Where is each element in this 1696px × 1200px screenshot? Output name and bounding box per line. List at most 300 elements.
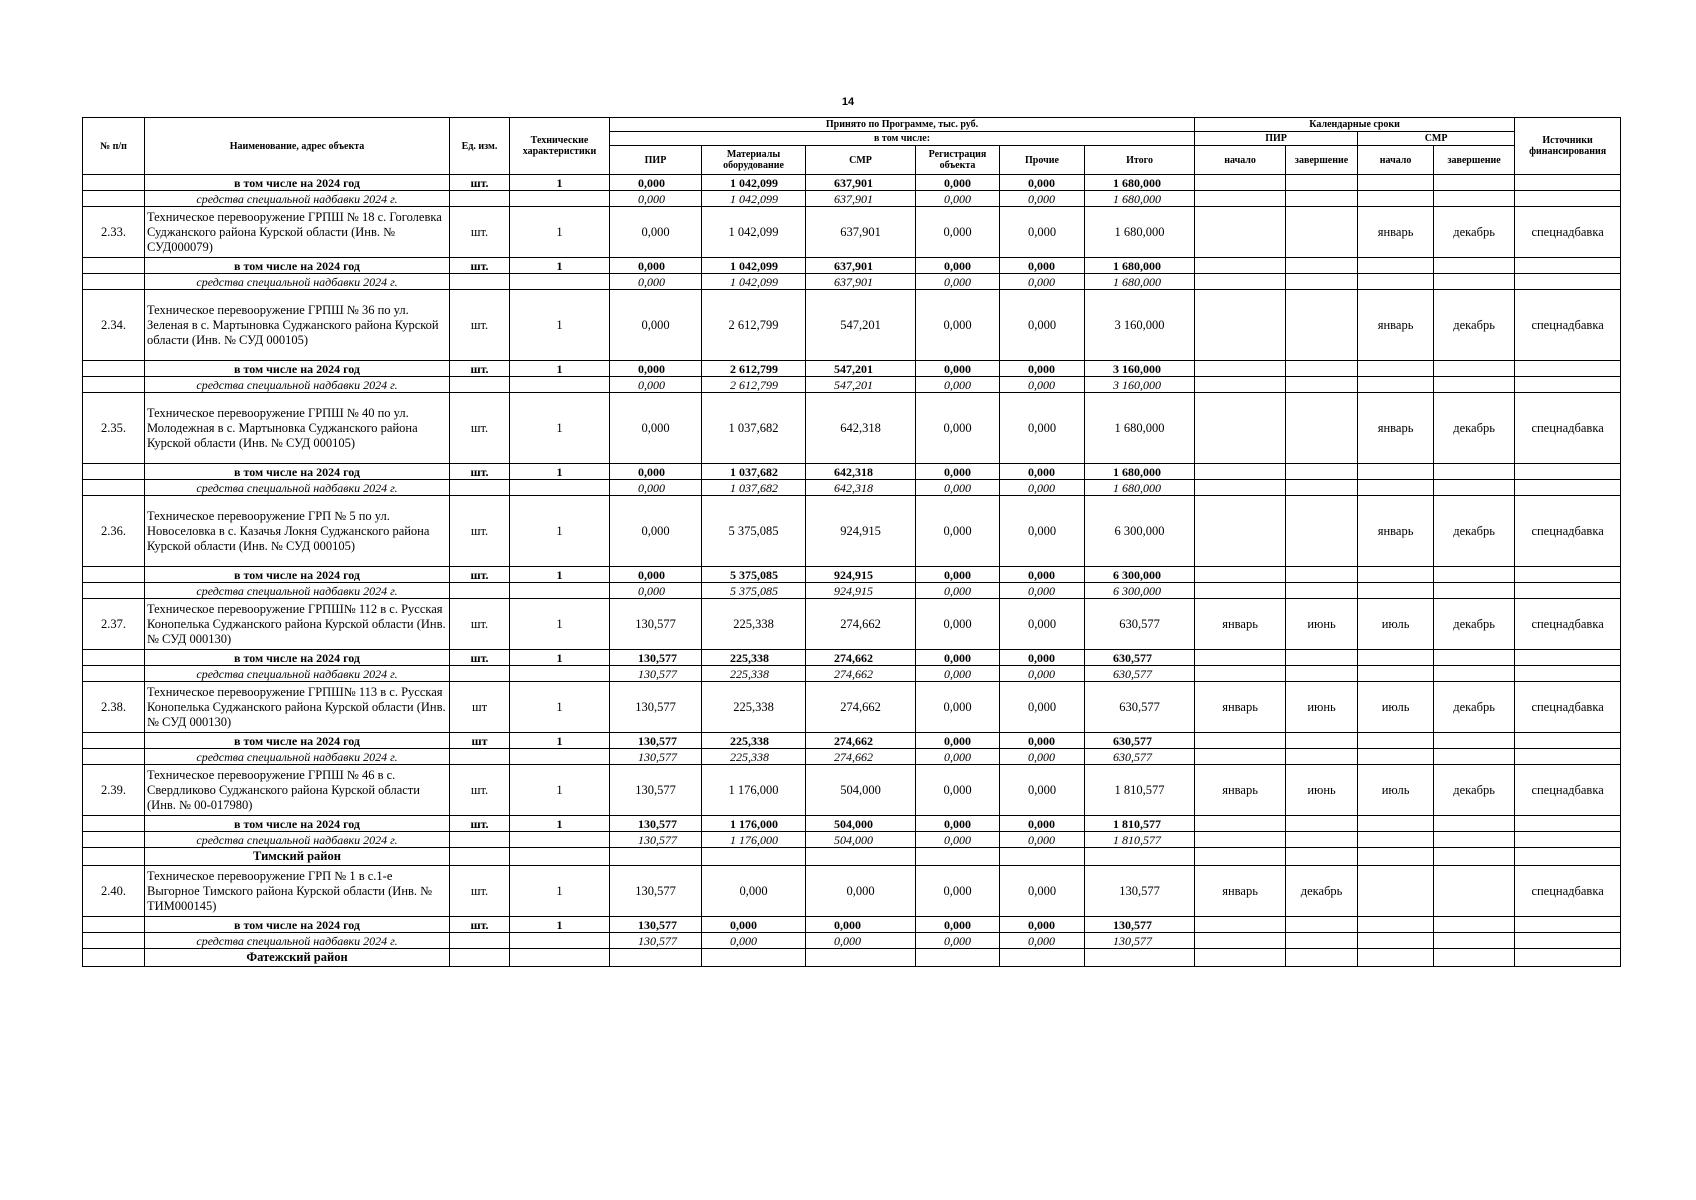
cell-total: [1085, 848, 1195, 866]
cell-total: 1 680,000: [1085, 464, 1195, 480]
header-tech: Технические характеристики: [510, 118, 610, 175]
cell-tech: 1: [510, 464, 610, 480]
cell-end-smr: декабрь: [1434, 496, 1515, 567]
cell-total: 1 680,000: [1085, 258, 1195, 274]
cell-start-smr: [1358, 666, 1434, 682]
cell-tech: [510, 749, 610, 765]
cell-num: [83, 377, 145, 393]
cell-other: 0,000: [1000, 650, 1085, 666]
header-accepted: Принято по Программе, тыс. руб.: [610, 118, 1195, 132]
cell-end-smr: [1434, 175, 1515, 191]
cell-unit: шт.: [450, 816, 510, 832]
cell-name: Техническое перевооружение ГРПШ№ 112 в с. Русская Конопелька Суджанского района Курской области (Инв. № СУД 000130): [145, 599, 450, 650]
cell-end-pir: [1286, 666, 1358, 682]
cell-end-pir: [1286, 258, 1358, 274]
cell-registration: 0,000: [916, 290, 1000, 361]
table-row: [83, 650, 1621, 666]
header-end-pir: завершение: [1286, 146, 1358, 175]
header-unit: Ед. изм.: [450, 118, 510, 175]
cell-unit: шт: [450, 733, 510, 749]
cell-start-smr: [1358, 832, 1434, 848]
header-registration: Регистрация объекта: [916, 146, 1000, 175]
cell-end-smr: [1434, 377, 1515, 393]
cell-start-smr: июль: [1358, 599, 1434, 650]
table-row: [83, 377, 1621, 393]
cell-end-pir: [1286, 650, 1358, 666]
table-row: [83, 191, 1621, 207]
cell-smr: 637,901: [806, 274, 916, 290]
cell-start-pir: [1195, 496, 1286, 567]
cell-tech: 1: [510, 650, 610, 666]
cell-pir: 130,577: [610, 933, 702, 949]
cell-source: [1515, 567, 1621, 583]
cell-source: [1515, 258, 1621, 274]
cell-materials: 1 042,099: [702, 175, 806, 191]
cell-name: Техническое перевооружение ГРПШ № 18 с. Гоголевка Суджанского района Курской области (Инв. № СУД000079): [145, 207, 450, 258]
cell-pir: 0,000: [610, 361, 702, 377]
cell-registration: 0,000: [916, 666, 1000, 682]
cell-pir: 130,577: [610, 816, 702, 832]
cell-pir: [610, 949, 702, 967]
cell-name: средства специальной надбавки 2024 г.: [145, 933, 450, 949]
cell-end-smr: [1434, 464, 1515, 480]
table-row: [83, 496, 1621, 567]
cell-registration: 0,000: [916, 274, 1000, 290]
cell-total: 630,577: [1085, 733, 1195, 749]
cell-name: Техническое перевооружение ГРПШ№ 113 в с. Русская Конопелька Суджанского района Курской области (Инв. № СУД 000130): [145, 682, 450, 733]
cell-end-smr: [1434, 480, 1515, 496]
cell-start-pir: [1195, 191, 1286, 207]
cell-start-pir: [1195, 832, 1286, 848]
cell-registration: 0,000: [916, 464, 1000, 480]
cell-start-pir: [1195, 207, 1286, 258]
cell-start-smr: [1358, 733, 1434, 749]
cell-registration: 0,000: [916, 496, 1000, 567]
table-row: [83, 207, 1621, 258]
cell-start-pir: [1195, 393, 1286, 464]
cell-other: 0,000: [1000, 583, 1085, 599]
cell-total: 1 810,577: [1085, 765, 1195, 816]
cell-start-smr: январь: [1358, 496, 1434, 567]
cell-smr: 637,901: [806, 258, 916, 274]
header-name: Наименование, адрес объекта: [145, 118, 450, 175]
header-start-smr: начало: [1358, 146, 1434, 175]
cell-source: [1515, 361, 1621, 377]
cell-end-pir: [1286, 361, 1358, 377]
cell-pir: 0,000: [610, 258, 702, 274]
cell-materials: 1 037,682: [702, 464, 806, 480]
cell-other: 0,000: [1000, 682, 1085, 733]
cell-materials: 225,338: [702, 666, 806, 682]
table-row: [83, 599, 1621, 650]
table-row: [83, 464, 1621, 480]
cell-registration: 0,000: [916, 650, 1000, 666]
cell-pir: 130,577: [610, 650, 702, 666]
cell-source: спецнадбавка: [1515, 207, 1621, 258]
cell-end-pir: [1286, 191, 1358, 207]
cell-end-pir: [1286, 567, 1358, 583]
cell-name: средства специальной надбавки 2024 г.: [145, 666, 450, 682]
cell-pir: 0,000: [610, 496, 702, 567]
cell-pir: 0,000: [610, 464, 702, 480]
cell-end-smr: [1434, 816, 1515, 832]
cell-name: в том числе на 2024 год: [145, 175, 450, 191]
cell-num: [83, 175, 145, 191]
cell-total: 3 160,000: [1085, 377, 1195, 393]
cell-start-pir: [1195, 949, 1286, 967]
cell-tech: 1: [510, 175, 610, 191]
cell-end-smr: [1434, 258, 1515, 274]
cell-start-pir: январь: [1195, 599, 1286, 650]
cell-materials: 2 612,799: [702, 361, 806, 377]
cell-source: спецнадбавка: [1515, 496, 1621, 567]
cell-unit: шт.: [450, 567, 510, 583]
cell-total: 1 810,577: [1085, 832, 1195, 848]
cell-name: средства специальной надбавки 2024 г.: [145, 377, 450, 393]
cell-other: 0,000: [1000, 666, 1085, 682]
cell-materials: 1 042,099: [702, 207, 806, 258]
cell-materials: 1 176,000: [702, 765, 806, 816]
cell-num: [83, 464, 145, 480]
cell-other: 0,000: [1000, 175, 1085, 191]
cell-total: 1 680,000: [1085, 480, 1195, 496]
cell-tech: [510, 583, 610, 599]
cell-total: 130,577: [1085, 917, 1195, 933]
cell-pir: 130,577: [610, 765, 702, 816]
cell-unit: [450, 583, 510, 599]
cell-total: 630,577: [1085, 599, 1195, 650]
cell-source: [1515, 816, 1621, 832]
cell-smr: 504,000: [806, 816, 916, 832]
cell-num: [83, 832, 145, 848]
cell-tech: 1: [510, 290, 610, 361]
cell-registration: [916, 848, 1000, 866]
cell-registration: 0,000: [916, 175, 1000, 191]
cell-source: [1515, 583, 1621, 599]
cell-start-smr: [1358, 191, 1434, 207]
cell-start-pir: [1195, 258, 1286, 274]
table-row: [83, 480, 1621, 496]
cell-tech: [510, 949, 610, 967]
cell-pir: 130,577: [610, 832, 702, 848]
header-calendar: Календарные сроки: [1195, 118, 1515, 132]
cell-unit: шт.: [450, 599, 510, 650]
cell-unit: шт.: [450, 917, 510, 933]
cell-pir: 0,000: [610, 393, 702, 464]
cell-end-pir: [1286, 496, 1358, 567]
cell-start-pir: январь: [1195, 765, 1286, 816]
cell-pir: 0,000: [610, 583, 702, 599]
cell-start-smr: июль: [1358, 682, 1434, 733]
cell-unit: шт.: [450, 207, 510, 258]
cell-registration: 0,000: [916, 207, 1000, 258]
cell-tech: [510, 480, 610, 496]
cell-end-smr: [1434, 848, 1515, 866]
cell-total: 1 680,000: [1085, 175, 1195, 191]
cell-smr: 274,662: [806, 749, 916, 765]
cell-name: в том числе на 2024 год: [145, 567, 450, 583]
cell-tech: 1: [510, 258, 610, 274]
cell-source: [1515, 832, 1621, 848]
cell-source: спецнадбавка: [1515, 866, 1621, 917]
cell-start-pir: [1195, 666, 1286, 682]
cell-end-smr: [1434, 666, 1515, 682]
cell-source: [1515, 848, 1621, 866]
cell-tech: [510, 191, 610, 207]
cell-name: в том числе на 2024 год: [145, 917, 450, 933]
cell-start-smr: [1358, 175, 1434, 191]
cell-num: 2.39.: [83, 765, 145, 816]
cell-end-smr: декабрь: [1434, 393, 1515, 464]
cell-other: [1000, 949, 1085, 967]
cell-smr: 547,201: [806, 290, 916, 361]
table-row: [83, 567, 1621, 583]
cell-smr: 0,000: [806, 933, 916, 949]
table-row: [83, 949, 1621, 967]
cell-start-smr: [1358, 464, 1434, 480]
cell-other: 0,000: [1000, 361, 1085, 377]
cell-num: [83, 949, 145, 967]
cell-start-pir: [1195, 933, 1286, 949]
cell-start-pir: [1195, 749, 1286, 765]
cell-unit: [450, 749, 510, 765]
cell-tech: 1: [510, 599, 610, 650]
page-number: 14: [841, 96, 855, 108]
cell-source: [1515, 933, 1621, 949]
cell-registration: 0,000: [916, 866, 1000, 917]
cell-total: 1 680,000: [1085, 191, 1195, 207]
cell-num: [83, 583, 145, 599]
cell-registration: [916, 949, 1000, 967]
cell-registration: 0,000: [916, 377, 1000, 393]
cell-end-smr: декабрь: [1434, 599, 1515, 650]
cell-tech: [510, 832, 610, 848]
table-row: [83, 393, 1621, 464]
cell-pir: 130,577: [610, 682, 702, 733]
cell-start-smr: январь: [1358, 207, 1434, 258]
table-row: [83, 765, 1621, 816]
cell-tech: 1: [510, 207, 610, 258]
cell-smr: 547,201: [806, 377, 916, 393]
cell-name: Техническое перевооружение ГРПШ № 46 в с. Свердликово Суджанского района Курской области (Инв. № 00-017980): [145, 765, 450, 816]
cell-end-smr: [1434, 733, 1515, 749]
cell-total: 1 680,000: [1085, 207, 1195, 258]
cell-total: [1085, 949, 1195, 967]
cell-source: [1515, 377, 1621, 393]
cell-other: 0,000: [1000, 377, 1085, 393]
table-row: [83, 258, 1621, 274]
table-row: [83, 666, 1621, 682]
cell-tech: [510, 848, 610, 866]
cell-num: 2.40.: [83, 866, 145, 917]
cell-registration: 0,000: [916, 917, 1000, 933]
cell-end-smr: декабрь: [1434, 765, 1515, 816]
cell-end-pir: [1286, 175, 1358, 191]
cell-materials: 1 037,682: [702, 393, 806, 464]
cell-other: 0,000: [1000, 393, 1085, 464]
cell-materials: 1 042,099: [702, 274, 806, 290]
cell-materials: 1 042,099: [702, 258, 806, 274]
cell-unit: шт.: [450, 650, 510, 666]
cell-num: 2.36.: [83, 496, 145, 567]
cell-num: [83, 567, 145, 583]
header-including: в том числе:: [610, 132, 1195, 146]
cell-smr: 924,915: [806, 583, 916, 599]
cell-name: Тимский район: [145, 848, 450, 866]
cell-source: [1515, 175, 1621, 191]
cell-total: 1 680,000: [1085, 393, 1195, 464]
table-row: [83, 917, 1621, 933]
cell-name: в том числе на 2024 год: [145, 816, 450, 832]
header-total: Итого: [1085, 146, 1195, 175]
cell-num: 2.38.: [83, 682, 145, 733]
cell-end-pir: [1286, 480, 1358, 496]
cell-pir: 0,000: [610, 480, 702, 496]
table-row: [83, 832, 1621, 848]
cell-other: 0,000: [1000, 816, 1085, 832]
cell-name: в том числе на 2024 год: [145, 361, 450, 377]
cell-other: [1000, 848, 1085, 866]
cell-tech: 1: [510, 816, 610, 832]
cell-total: 3 160,000: [1085, 361, 1195, 377]
cell-unit: [450, 377, 510, 393]
cell-start-smr: [1358, 567, 1434, 583]
cell-other: 0,000: [1000, 749, 1085, 765]
cell-smr: 637,901: [806, 175, 916, 191]
cell-registration: 0,000: [916, 191, 1000, 207]
cell-other: 0,000: [1000, 274, 1085, 290]
cell-unit: [450, 480, 510, 496]
cell-end-smr: [1434, 832, 1515, 848]
cell-end-pir: [1286, 816, 1358, 832]
table-row: [83, 848, 1621, 866]
header-cal-smr: СМР: [1358, 132, 1515, 146]
cell-registration: 0,000: [916, 480, 1000, 496]
program-table: [82, 117, 1621, 967]
cell-smr: 0,000: [806, 866, 916, 917]
cell-name: Техническое перевооружение ГРП № 1 в с.1-е Выгорное Тимского района Курской области (Инв. № ТИМ000145): [145, 866, 450, 917]
cell-end-pir: [1286, 832, 1358, 848]
cell-unit: шт: [450, 682, 510, 733]
table-row: [83, 175, 1621, 191]
cell-other: 0,000: [1000, 832, 1085, 848]
cell-start-pir: [1195, 377, 1286, 393]
cell-pir: 0,000: [610, 175, 702, 191]
cell-start-smr: [1358, 258, 1434, 274]
cell-source: [1515, 749, 1621, 765]
cell-registration: 0,000: [916, 393, 1000, 464]
cell-materials: [702, 949, 806, 967]
cell-materials: 0,000: [702, 917, 806, 933]
cell-start-pir: январь: [1195, 682, 1286, 733]
cell-unit: [450, 832, 510, 848]
cell-end-pir: июнь: [1286, 682, 1358, 733]
cell-end-pir: [1286, 733, 1358, 749]
cell-materials: 2 612,799: [702, 290, 806, 361]
cell-start-smr: [1358, 866, 1434, 917]
cell-start-smr: [1358, 949, 1434, 967]
cell-start-pir: [1195, 816, 1286, 832]
cell-end-smr: [1434, 567, 1515, 583]
cell-pir: [610, 848, 702, 866]
cell-pir: 0,000: [610, 274, 702, 290]
table-row: [83, 682, 1621, 733]
cell-materials: 225,338: [702, 733, 806, 749]
cell-source: спецнадбавка: [1515, 682, 1621, 733]
cell-start-pir: [1195, 361, 1286, 377]
cell-num: 2.33.: [83, 207, 145, 258]
cell-smr: 642,318: [806, 480, 916, 496]
cell-name: средства специальной надбавки 2024 г.: [145, 191, 450, 207]
cell-source: [1515, 480, 1621, 496]
cell-total: 6 300,000: [1085, 583, 1195, 599]
cell-source: [1515, 274, 1621, 290]
cell-materials: 2 612,799: [702, 377, 806, 393]
cell-tech: 1: [510, 393, 610, 464]
cell-end-smr: [1434, 866, 1515, 917]
cell-total: 130,577: [1085, 866, 1195, 917]
cell-pir: 0,000: [610, 207, 702, 258]
cell-name: в том числе на 2024 год: [145, 258, 450, 274]
cell-num: [83, 848, 145, 866]
cell-registration: 0,000: [916, 749, 1000, 765]
cell-total: 630,577: [1085, 666, 1195, 682]
cell-source: [1515, 733, 1621, 749]
cell-pir: 130,577: [610, 749, 702, 765]
table-row: [83, 933, 1621, 949]
cell-name: Техническое перевооружение ГРПШ № 40 по ул. Молодежная в с. Мартыновка Суджанского района Курской области (Инв. № СУД 000105): [145, 393, 450, 464]
cell-unit: шт.: [450, 290, 510, 361]
table-row: [83, 733, 1621, 749]
cell-other: 0,000: [1000, 866, 1085, 917]
cell-materials: 1 176,000: [702, 832, 806, 848]
cell-start-smr: [1358, 749, 1434, 765]
cell-other: 0,000: [1000, 480, 1085, 496]
cell-materials: 225,338: [702, 650, 806, 666]
cell-other: 0,000: [1000, 567, 1085, 583]
cell-end-smr: [1434, 191, 1515, 207]
cell-unit: шт.: [450, 361, 510, 377]
cell-unit: шт.: [450, 464, 510, 480]
cell-smr: 274,662: [806, 666, 916, 682]
cell-end-pir: июнь: [1286, 599, 1358, 650]
cell-source: [1515, 464, 1621, 480]
cell-tech: [510, 377, 610, 393]
cell-start-pir: [1195, 464, 1286, 480]
cell-registration: 0,000: [916, 599, 1000, 650]
cell-pir: 0,000: [610, 567, 702, 583]
cell-other: 0,000: [1000, 207, 1085, 258]
cell-smr: 274,662: [806, 733, 916, 749]
cell-source: [1515, 666, 1621, 682]
cell-num: [83, 361, 145, 377]
cell-tech: 1: [510, 567, 610, 583]
cell-materials: 5 375,085: [702, 567, 806, 583]
cell-end-smr: [1434, 949, 1515, 967]
cell-smr: 547,201: [806, 361, 916, 377]
cell-end-smr: [1434, 274, 1515, 290]
cell-registration: 0,000: [916, 733, 1000, 749]
cell-name: средства специальной надбавки 2024 г.: [145, 480, 450, 496]
cell-name: в том числе на 2024 год: [145, 733, 450, 749]
cell-materials: 1 042,099: [702, 191, 806, 207]
cell-tech: 1: [510, 765, 610, 816]
table-row: [83, 290, 1621, 361]
cell-end-smr: [1434, 749, 1515, 765]
cell-num: [83, 258, 145, 274]
cell-end-pir: [1286, 917, 1358, 933]
cell-num: [83, 933, 145, 949]
